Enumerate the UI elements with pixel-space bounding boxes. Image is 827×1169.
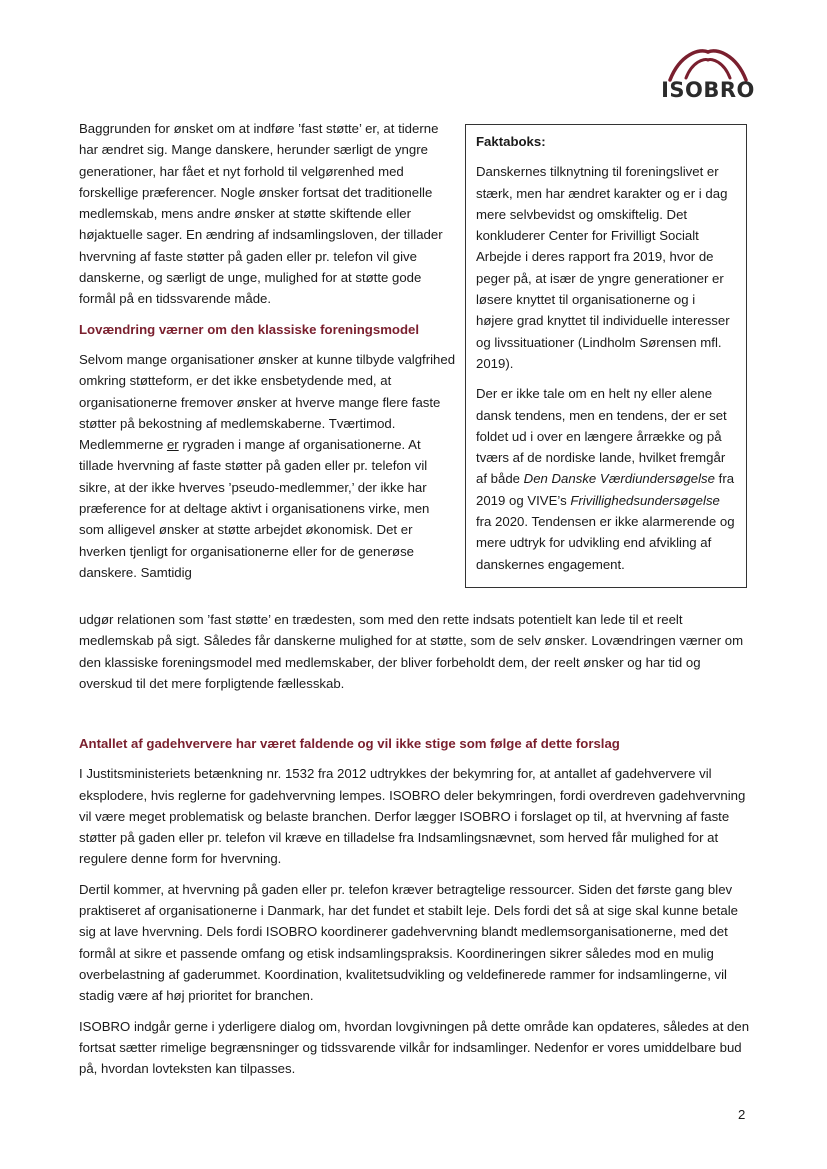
continuation-block	[79, 609, 751, 703]
page-number: 2	[738, 1107, 746, 1122]
isobro-logo	[660, 48, 756, 110]
paragraph-valgfrihed	[79, 349, 457, 583]
continuation-paragraph: udgør relationen som ’fast støtte’ en trædesten, som med den rette indsats potentielt kan lede til et reelt medlemskab på sigt. Således får danskerne mulighed for at støtte, som de selv ønsker. Lovændringen værner om den klassiske foreningsmodel med medlemskaber, der bliver forbeholdt dem, der reelt ønsker og har tid og overskud til det mere forpligtende fællesskab.	[79, 612, 744, 691]
factbox	[465, 124, 747, 588]
paragraph-ressourcer: Dertil kommer, at hvervning på gaden eller pr. telefon kræver betragtelige ressourcer. Siden det første gang blev praktiseret af organisationerne i Danmark, har det fundet et stabilt leje. Dels fordi det så at sige skal kunne betale sig at lave hvervning. Dels fordi ISOBRO koordinerer gadehvervning blandt medlemsorganisationerne, med det formål at sikre et passende omfang og etisk indsamlingspraksis. Koordineringen sikrer således mod en mulig overbelastning af gaderummet. Koordination, kvalitetsudvikling og veldefinerede rammer for indsamlingerne, vil stadig være af høj prioritet for branchen.	[79, 881, 739, 1004]
left-column	[79, 118, 457, 592]
factbox-paragraph-2	[476, 383, 736, 575]
text-span: fra 2020. Tendensen er ikke alarmerende og mere udtryk for udvikling end afvikling af danskernes engagement.	[476, 514, 735, 572]
text-span: rygraden i mange af organisationerne. At tillade hvervning af faste støtter på gaden eller pr. telefon vil sikre, at der ikke hverves ’pseudo-medlemmer,’ der ikke har præference for at deltage aktivt i organisationens virke, men som alligevel ønsker at støtte arbejdet økonomisk. Det er hverken tjenligt for organisationerne eller for de generøse danskere. Samtidig	[79, 437, 430, 580]
factbox-title: Faktaboks:	[476, 134, 546, 149]
section-heading-gadehververe: Antallet af gadehververe har været faldende og vil ikke stige som følge af dette forslag	[79, 736, 620, 751]
logo-text: ISOBRO	[661, 78, 755, 102]
section-gadehververe	[79, 733, 751, 1088]
text-span: Der er ikke tale om en helt ny eller alene dansk tendens, men en tendens, der er set foldet ud i over en længere årrække og på tværs af de nordiske lande, hvilket fremgår af både	[476, 386, 727, 487]
section-heading-lovaendring: Lovændring værner om den klassiske foreningsmodel	[79, 321, 420, 337]
factbox-paragraph-1: Danskernes tilknytning til foreningslivet er stærk, men har ændret karakter og er i dag mere selvbevidst og omskiftelig. Det konkluderer Center for Frivilligt Socialt Arbejde i deres rapport fra 2019, hvor de peger på, at især de yngre generationer er løsere knyttet til organisationerne og i højere grad knyttet til individuelle interesser og livssituationer (Lindholm Sørensen mfl. 2019).	[476, 164, 730, 371]
text-span: fra 2019 og VIVE’s	[476, 471, 735, 508]
paragraph-betaenkning: I Justitsministeriets betænkning nr. 1532 fra 2012 udtrykkes der bekymring for, at antallet af gadehververe vil eksplodere, hvis reglerne for gadehvervning lempes. ISOBRO deler bekymringen, fordi overdreven gadehvervning vil være meget problematisk og belaste branchen. Derfor lægger ISOBRO i forslaget op til, at hvervning af faste støtter på gaden eller pr. telefon vil kræve en tilladelse fra Indsamlingsnævnet, som herved får mulighed for at regulere denne form for hvervning.	[79, 766, 746, 867]
underlined-word: er	[166, 437, 179, 453]
italic-title: Frivillighedsundersøgelse	[570, 492, 720, 508]
italic-title: Den Danske Værdiundersøgelse	[523, 471, 715, 487]
paragraph-dialog: ISOBRO indgår gerne i yderligere dialog om, hvordan lovgivningen på dette område kan opdateres, således at den fortsat sætter rimelige begrænsninger og tidssvarende vilkår for indsamlinger. Nedenfor er vores umiddelbare bud på, hvordan lovteksten kan tilpasses.	[79, 1018, 750, 1077]
intro-paragraph: Baggrunden for ønsket om at indføre ’fast støtte’ er, at tiderne har ændret sig. Mange danskere, herunder særligt de yngre generationer, har fået et nyt forhold til velgørenhed med forskellige præferencer. Nogle ønsker fortsat det traditionelle medlemskab, mens andre ønsker at støtte skiftende eller højaktuelle sager. En ændring af indsamlingsloven, der tillader hvervning af faste støtter på gaden eller pr. telefon vil give danskerne, og særligt de unge, mulighed for at støtte gode formål på en tidssvarende måde.	[79, 121, 443, 307]
logo-arc-icon	[664, 48, 752, 82]
text-span: Selvom mange organisationer ønsker at kunne tilbyde valgfrihed omkring støtteform, er det ikke ensbetydende med, at organisationerne fremover ønsker at hverve mange flere faste støtter på bekostning af medlemskaberne. Tværtimod. Medlemmerne	[79, 351, 456, 453]
